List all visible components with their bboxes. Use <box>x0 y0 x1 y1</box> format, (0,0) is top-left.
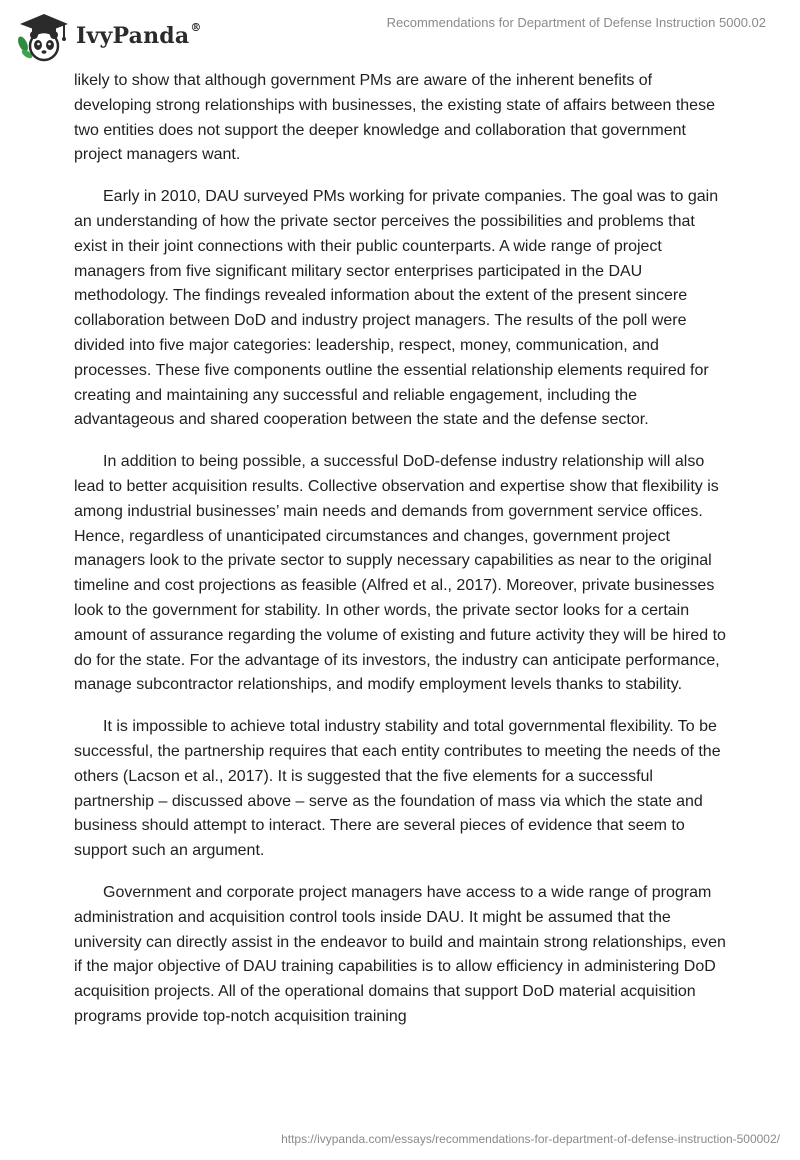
ivypanda-logo[interactable] <box>14 8 202 64</box>
paragraph-3: In addition to being possible, a successful DoD-defense industry relationship will also lead to better acquisition results. Collective observation and expertise show that flexibility is among industrial businesses’ main needs and demands from government service offices. Hence, regardless of unanticipated circumstances and changes, government project managers look to the private sector to supply necessary capabilities as near to the original timeline and cost projections as feasible (Alfred et al., 2017). Moreover, private businesses look to the government for stability. In other words, the private sector looks for a certain amount of assurance regarding the volume of existing and future activity they will be hired to do for the state. For the advantage of its investors, the industry can anticipate performance, manage subcontractor relationships, and modify employment levels thanks to stability. <box>74 453 726 694</box>
document-title: Recommendations for Department of Defense Instruction 5000.02 <box>386 15 766 30</box>
paragraph-5: Government and corporate project managers have access to a wide range of program administration and acquisition control tools inside DAU. It might be assumed that the university can directly assist in the endeavor to build and maintain strong relationships, even if the major objective of DAU training capabilities is to allow efficiency in administering DoD acquisition projects. All of the operational domains that support DoD material acquisition programs provide top-notch acquisition training <box>74 883 726 1025</box>
paragraph-1: likely to show that although government PMs are aware of the inherent benefits of developing strong relationships with businesses, the existing state of affairs between these two entities does not support the deeper knowledge and collaboration that government project managers want. <box>74 72 715 164</box>
paragraph-4: It is impossible to achieve total industry stability and total governmental flexibility. To be successful, the partnership requires that each entity contributes to meeting the needs of the others (Lacson et al., 2017). It is suggested that the five elements for a successful partnership – discussed above – serve as the foundation of mass via which the state and business should attempt to interact. There are several pieces of evidence that seem to support such an argument. <box>74 718 721 860</box>
source-url-link[interactable]: https://ivypanda.com/essays/recommendations-for-department-of-defense-instruction-500002/ <box>281 1132 780 1146</box>
paragraph-2: Early in 2010, DAU surveyed PMs working for private companies. The goal was to gain an understanding of how the private sector perceives the possibilities and problems that exist in their joint connections with their public counterparts. A wide range of project managers from five significant military sector enterprises participated in the DAU methodology. The findings revealed information about the extent of the present sincere collaboration between DoD and industry project managers. The results of the poll were divided into five major categories: leadership, respect, money, communication, and processes. These five components outline the essential relationship elements required for creating and maintaining any successful and reliable engagement, including the advantageous and shared cooperation between the state and the defense sector. <box>74 188 719 429</box>
essay-body <box>74 69 726 1047</box>
brand-name: IvyPanda® <box>76 21 202 49</box>
registered-mark: ® <box>190 21 202 34</box>
page-header <box>0 0 800 70</box>
panda-graduation-cap-icon <box>14 8 70 64</box>
